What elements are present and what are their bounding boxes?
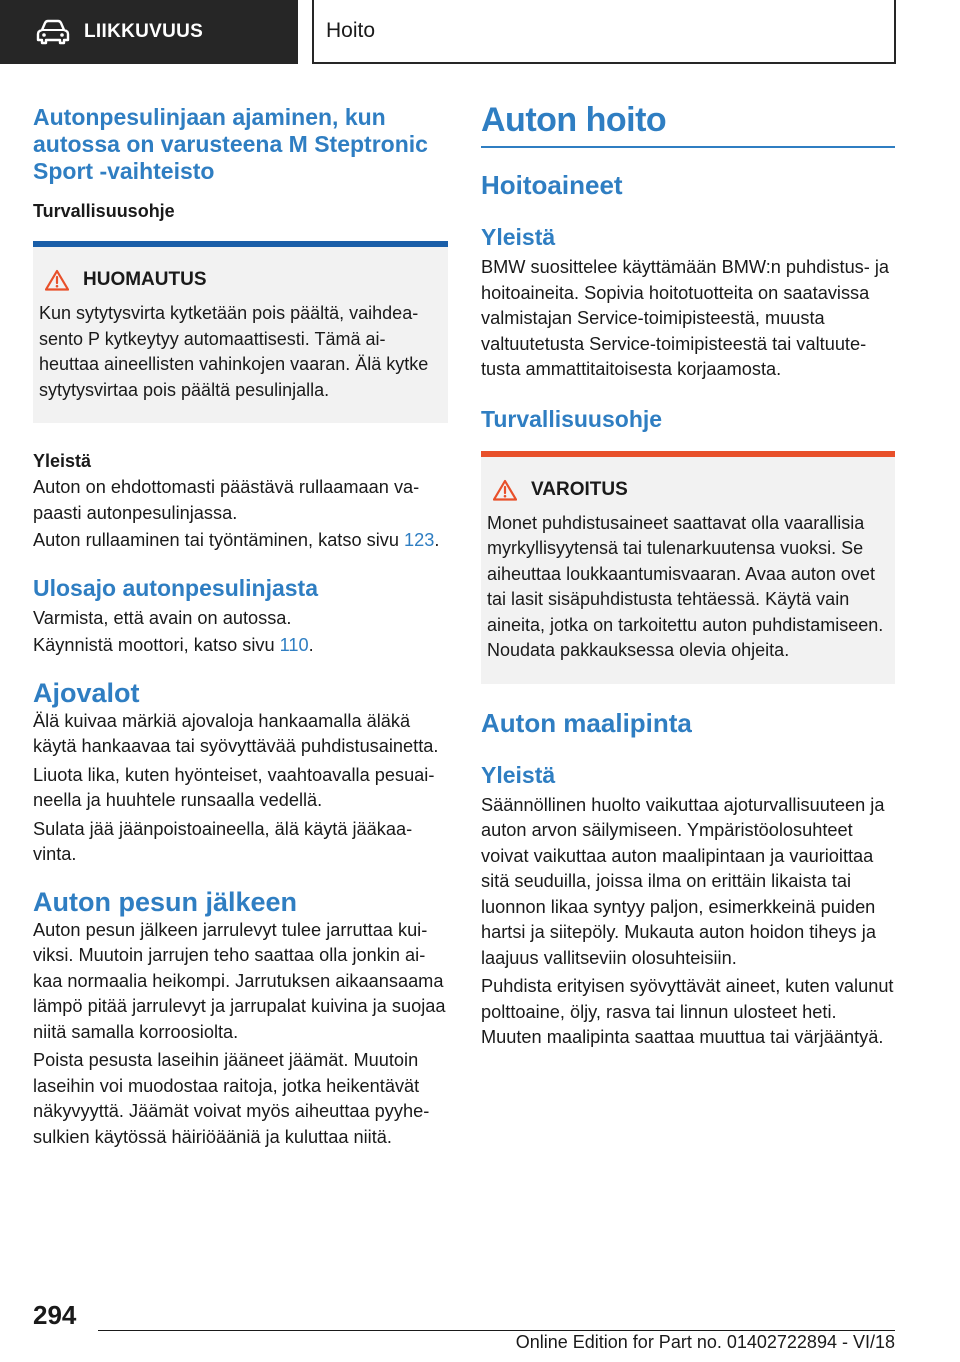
page-link-110[interactable]: 110 bbox=[279, 635, 309, 655]
care-general-paragraph: BMW suosittelee käyttämään BMW:n puhdistus- ja hoitoaineita. Sopivia hoitotuotteita on saatavissa valmistajan Service-toimipisteestä, muusta valtuutetusta Service-toimipisteestä tai valtuutetusta ammattitaitoisesta korjaamosta. bbox=[481, 257, 890, 379]
left-column bbox=[33, 100, 448, 1150]
car-icon bbox=[36, 19, 70, 45]
section-label: LIIKKUVUUS bbox=[84, 21, 204, 42]
paintwork-paragraph-2: Puhdista erityisen syövyttävät aineet, kuten valunut polttoaine, öljy, rasva tai linnun ulosteet heti. Muuten maalipinta saattaa muuttua tai värjääntyä. bbox=[481, 976, 894, 1047]
general-paragraph-1: Auton on ehdottomasti päästävä rullaamaan vapaasti autonpesulinjassa. bbox=[33, 477, 420, 523]
after-wash-paragraph-2: Poista pesusta laseihin jääneet jäämät. Muutoin laseihin voi muodostaa raitoja, jotka heikentävät näkyvyyttä. Jäämät voivat myös aiheuttaa pyyhesulkien käytössä häiriöääniä ja kuluttaa niitä. bbox=[33, 1050, 430, 1147]
page-link-123[interactable]: 123 bbox=[404, 530, 435, 550]
right-column bbox=[481, 100, 895, 1051]
exit-paragraph-2: Käynnistä moottori, katso sivu 110. bbox=[33, 635, 314, 655]
footer-divider bbox=[98, 1330, 895, 1331]
warning-text: Monet puhdistusaineet saattavat olla vaarallisia myrkyllisyytensä tai tulenarkuutensa vuoksi. Se aiheuttaa loukkaantumisvaaran. Avaa auton ovet tai lasit sisäpuhdistusta tehtäessä. Käytä vain aineita, jotka on tarkoitettu auton puhdistamiseen. Noudata pakkauksessa olevia ohjeita. bbox=[487, 512, 884, 660]
warning-box bbox=[481, 451, 895, 684]
general-heading: Yleistä bbox=[33, 451, 92, 471]
safety-heading-right: Turvallisuusohje bbox=[481, 405, 663, 432]
chapter-label: Hoito bbox=[326, 19, 376, 42]
exit-paragraph-2-text: Käynnistä moottori, katso sivu bbox=[33, 635, 280, 655]
headlights-heading: Ajovalot bbox=[33, 677, 140, 708]
exit-car-wash-heading: Ulosajo autonpesulinjasta bbox=[33, 574, 318, 601]
paintwork-heading: Auton maalipinta bbox=[481, 707, 692, 738]
headlights-paragraph-2: Liuota lika, kuten hyönteiset, vaahtoavalla pesuaineella ja huuhtele runsaalla vedellä. bbox=[33, 764, 435, 810]
notice-label: HUOMAUTUS bbox=[83, 269, 207, 290]
warning-triangle-icon bbox=[45, 269, 69, 291]
section-tab[interactable] bbox=[0, 0, 298, 64]
general-heading-right: Yleistä bbox=[481, 224, 556, 250]
notice-box bbox=[33, 241, 448, 423]
general-paragraph-2-text: Auton rullaaminen tai työntäminen, katso sivu bbox=[33, 530, 405, 550]
edition-text: Online Edition for Part no. 01402722894 - VI/18 bbox=[515, 1332, 895, 1352]
headlights-paragraph-1: Älä kuivaa märkiä ajovaloja hankaamalla äläkä käytä hankaavaa tai syövyttävää puhdistusainetta. bbox=[33, 710, 439, 756]
page-number: 294 bbox=[33, 1300, 77, 1330]
general-paragraph-2: Auton rullaaminen tai työntäminen, katso sivu 123. bbox=[33, 530, 440, 550]
warning-title bbox=[487, 479, 885, 501]
paintwork-paragraph-1: Säännöllinen huolto vaikuttaa ajoturvallisuuteen ja auton arvon säilymiseen. Ympäristöolosuhteet voivat vaikuttaa auton maalipintaan ja vaurioittaa sitä seuduilla, joissa ilma on erittäin likaista tai luonnon likaa syntyy paljon, esimerkkeinä puiden hartsi ja siitepöly. Mukauta auton hoidon tiheys ja laajuus vallitseviin olosuhteisiin. bbox=[481, 794, 885, 968]
after-wash-paragraph-1: Auton pesun jälkeen jarrulevyt tulee jarruttaa kuiviksi. Muutoin jarrujen teho saattaa olla jonkin aikaa normaalia heikompi. Jarrutuksen aikaansaama lämpö pitää jarrulevyt ja jarrupalat kuivina ja suojaa niitä samalla korroosiolta. bbox=[33, 919, 446, 1042]
after-wash-heading: Auton pesun jälkeen bbox=[33, 886, 298, 917]
safety-heading: Turvallisuusohje bbox=[33, 201, 175, 221]
warning-label: VAROITUS bbox=[531, 478, 628, 500]
care-products-heading: Hoitoaineet bbox=[481, 170, 623, 200]
warning-triangle-icon bbox=[493, 479, 517, 501]
exit-paragraph-1: Varmista, että avain on autossa. bbox=[33, 607, 292, 628]
paintwork-general-heading: Yleistä bbox=[481, 761, 556, 788]
headlights-paragraph-3: Sulata jää jäänpoistoaineella, älä käytä jääkaavinta. bbox=[33, 818, 413, 864]
notice-title bbox=[39, 269, 438, 291]
chapter-box bbox=[312, 0, 896, 64]
car-wash-m-steptronic-heading: Autonpesulinjaan ajaminen, kun autossa on varusteena M Steptronic Sport -vaihteisto bbox=[33, 104, 428, 184]
car-care-title: Auton hoito bbox=[481, 100, 895, 148]
notice-text: Kun sytytysvirta kytketään pois päältä, vaihdeasento P kytkeytyy automaattisesti. Tämä aiheuttaa aineellisten vahinkojen vaaran. Älä kytke sytytysvirtaa pois päältä pesulinjalla. bbox=[39, 303, 429, 400]
